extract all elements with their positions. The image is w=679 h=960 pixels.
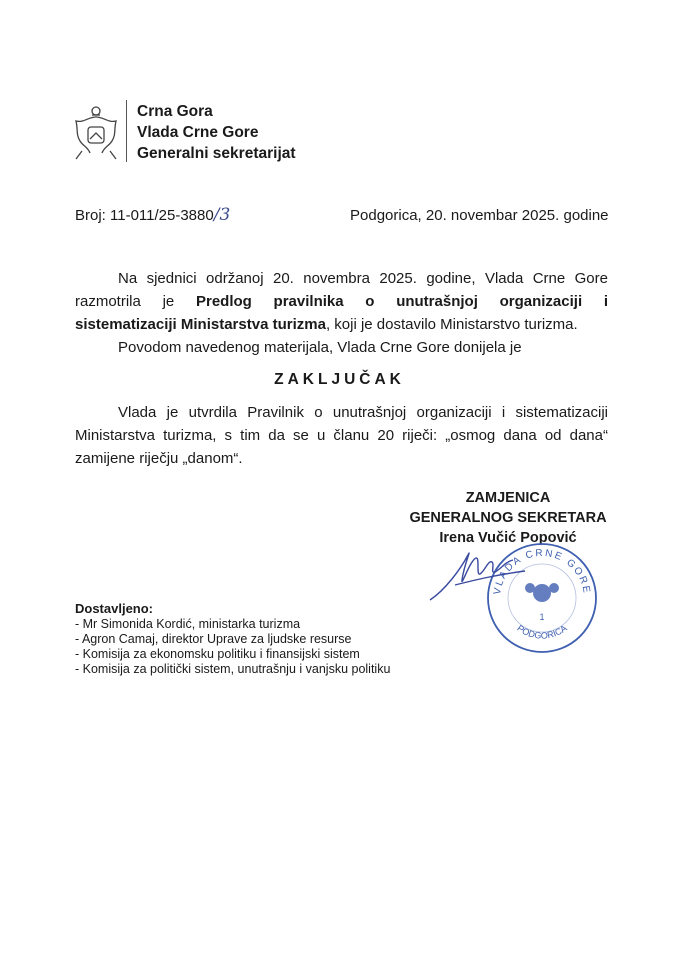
document-title-cont: sistematizaciji Ministarstva turizma xyxy=(75,316,326,333)
header-secretariat: Generalni sekretarijat xyxy=(137,145,296,162)
header-divider xyxy=(126,100,127,162)
handwritten-suffix: /3 xyxy=(213,205,231,225)
reference-number xyxy=(75,204,230,227)
handwritten-signature xyxy=(425,540,545,610)
intro-text: razmotrila je xyxy=(75,293,175,310)
header-government: Vlada Crne Gore xyxy=(137,124,259,141)
signatory-title-1: ZAMJENICA xyxy=(465,490,551,506)
stamp-number: 1 xyxy=(539,612,545,622)
reference-number-text: Broj: 11-011/25-3880 xyxy=(75,207,214,224)
intro-line-3 xyxy=(75,313,578,336)
stamp-city: PODGORICA xyxy=(515,622,569,641)
intro-line-2 xyxy=(75,290,608,313)
intro-text-cont: , koji je dostavilo Ministarstvo turizma. xyxy=(325,316,578,333)
conclusion-title: ZAKLJUČAK xyxy=(274,371,405,388)
distribution-heading: Dostavljeno: xyxy=(75,601,154,616)
intro-line-1: Na sjednici održanoj 20. novembra 2025. godine, Vlada Crne Gore xyxy=(118,270,608,287)
intro-line-4: Povodom navedenog materijala, Vlada Crne Gore donijela je xyxy=(118,339,522,356)
distribution-item: - Mr Simonida Kordić, ministarka turizma xyxy=(75,617,301,631)
distribution-item: - Agron Camaj, direktor Uprave za ljudske resurse xyxy=(75,632,352,646)
conclusion-line-3: zamijene riječju „danom“. xyxy=(75,450,243,467)
conclusion-line-1: Vlada je utvrdila Pravilnik o unutrašnjoj organizaciji i sistematizaciji xyxy=(118,404,608,421)
coat-of-arms-logo xyxy=(70,103,122,163)
document-title: Predlog pravilnika o unutrašnjoj organizaciji i xyxy=(195,293,609,310)
conclusion-line-2: Ministarstva turizma, s tim da se u članu 20 riječi: „osmog dana od dana“ xyxy=(75,427,608,444)
stamp-top-text: VLADA CRNE GORE xyxy=(492,547,592,596)
signatory-title-2: GENERALNOG SEKRETARA xyxy=(409,510,607,526)
header-country: Crna Gora xyxy=(137,103,213,120)
place-date: Podgorica, 20. novembar 2025. godine xyxy=(350,207,609,224)
signatory-name: Irena Vučić Popović xyxy=(439,530,577,546)
distribution-item: - Komisija za ekonomsku politiku i finansijski sistem xyxy=(75,647,360,661)
distribution-item: - Komisija za politički sistem, unutrašnju i vanjsku politiku xyxy=(75,662,391,676)
